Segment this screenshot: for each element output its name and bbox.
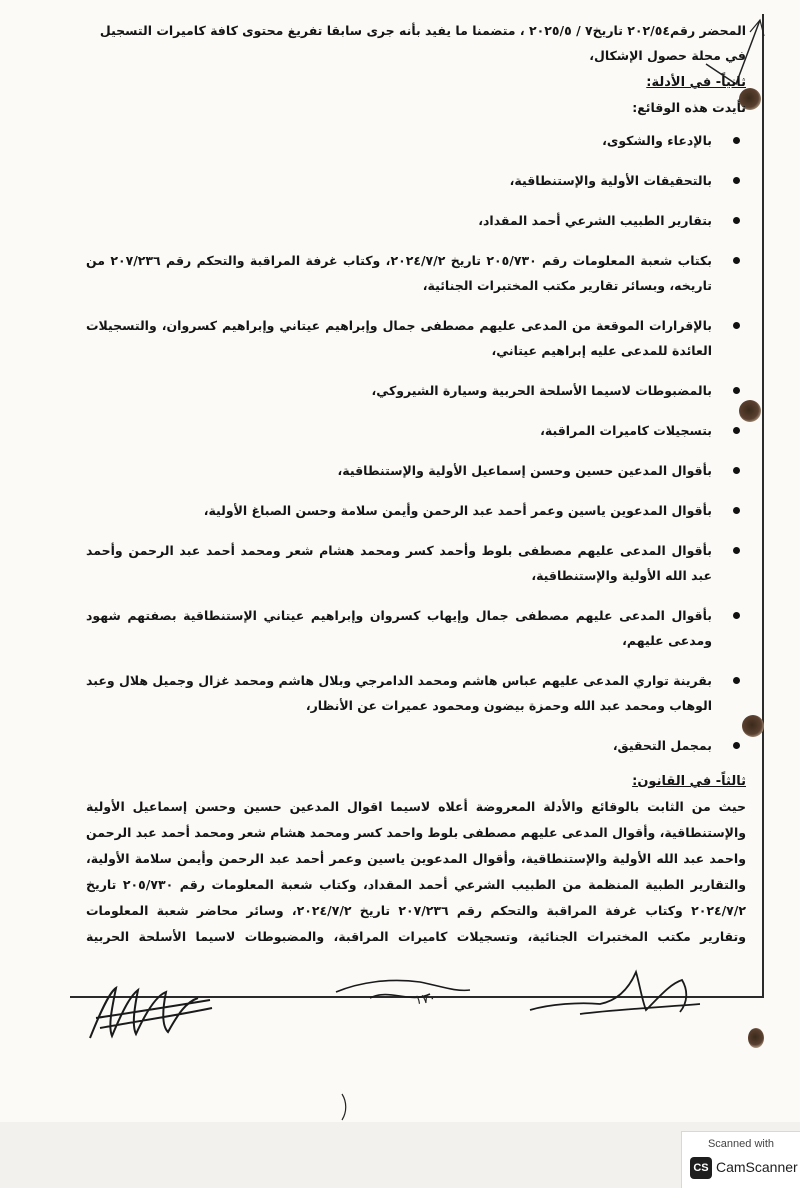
watermark-brand: CamScanner xyxy=(716,1159,798,1175)
signature-center xyxy=(330,968,480,1018)
law-paragraph: حيث من الثابت بالوقائع والأدلة المعروضة أعلاه لاسيما اقوال المدعين حسين وحسن إسماعيل الأولية والإستنطاقية، وأقوال المدعى عليهم مصطفى بلوط واحمد كسر ومحمد هشام شعر ومحمد أحمد عبد الرحمن واحمد عبد الله الأولية والإستنطاقية، وأقوال المدعوين ياسين وعمر أحمد عبد الرحمن وأيمن سلامة الأولية، والتقارير الطبية المنظمة من الطبيب الشرعي أحمد المقداد، وكتاب شعبة المعلومات رقم ٢٠٥/٧٣٠ تاريخ ٢٠٢٤/٧/٢ وكتاب غرفة المراقبة والتحكم رقم ٢٠٧/٢٣٦ تاريخ ٢٠٢٤/٧/٢، وسائر محاضر شعبة المعلومات وتقارير مكتب المختبرات الجنائية، وتسجيلات كاميرات المراقبة، والمضبوطات لاسيما الأسلحة الحربية xyxy=(86,799,746,944)
bullet-icon xyxy=(733,217,740,224)
watermark-caption: Scanned with xyxy=(707,1138,775,1150)
list-item: بالمضبوطات لاسيما الأسلحة الحربية وسيارة الشيروكي، xyxy=(86,378,746,403)
list-item: بقرينة تواري المدعى عليهم عباس هاشم ومحمد الدامرجي وبلال هاشم ومحمد غزال وجميل هلال وعبد الوهاب ومحمد عبد الله وحمزة بيضون ومحمود عميرات عن الأنظار، xyxy=(86,668,746,718)
bullet-icon xyxy=(733,677,740,684)
law-section-title: ثالثاً- في القانون: xyxy=(632,774,746,789)
list-item: بأقوال المدعى عليهم مصطفى جمال وإيهاب كسروان وإبراهيم عيتاني الإستنطاقية بصفتهم شهود ومدعى عليهم، xyxy=(86,603,746,653)
list-item: بالإدعاء والشكوى، xyxy=(86,128,746,153)
pen-stroke-mark xyxy=(338,1092,350,1122)
list-item: بالتحقيقات الأولية والإستنطاقية، xyxy=(86,168,746,193)
bullet-icon xyxy=(733,742,740,749)
list-item: بأقوال المدعى عليهم مصطفى بلوط وأحمد كسر ومحمد هشام شعر ومحمد أحمد عبد الرحمن وأحمد عبد الله الأولية والإستنطاقية، xyxy=(86,538,746,588)
bullet-icon xyxy=(733,387,740,394)
list-item: بأقوال المدعوين ياسين وعمر أحمد عبد الرحمن وأيمن سلامة وحسن الصباغ الأولية، xyxy=(86,498,746,523)
page-number: ١٧٠ xyxy=(414,990,437,1009)
bullet-icon xyxy=(733,467,740,474)
signature-left xyxy=(82,978,222,1048)
bullet-icon xyxy=(733,177,740,184)
bullet-icon xyxy=(733,507,740,514)
evidence-lead: تأيدت هذه الوقائع: xyxy=(632,100,746,115)
bullet-icon xyxy=(733,322,740,329)
bullet-icon xyxy=(733,427,740,434)
evidence-list xyxy=(86,128,746,758)
list-item: بتسجيلات كاميرات المراقبة، xyxy=(86,418,746,443)
bullet-icon xyxy=(733,612,740,619)
bullet-icon xyxy=(733,257,740,264)
intro-line-2: في محلة حصول الإشكال، xyxy=(589,48,746,63)
camscanner-logo-icon: CS xyxy=(690,1157,712,1179)
list-item: بالإقرارات الموقعة من المدعى عليهم مصطفى جمال وإبراهيم عيتاني وإبراهيم كسروان، والتسجيلات العائدة للمدعى عليه إبراهيم عيتاني، xyxy=(86,313,746,363)
list-item: بمجمل التحقيق، xyxy=(86,733,746,758)
punch-hole-bottom xyxy=(748,1028,764,1048)
list-item: بأقوال المدعين حسين وحسن إسماعيل الأولية والإستنطاقية، xyxy=(86,458,746,483)
intro-line-1: المحضر رقم٢٠٢/٥٤ تاريخ٧ / ٢٠٢٥/٥ ، متضمنا ما يفيد بأنه جرى سابقا تفريغ محتوى كافة كاميرات التسجيل xyxy=(99,23,746,38)
camscanner-watermark xyxy=(681,1131,800,1188)
bullet-icon xyxy=(733,137,740,144)
signature-right xyxy=(520,960,710,1030)
list-item: بكتاب شعبة المعلومات رقم ٢٠٥/٧٣٠ تاريخ ٢٠٢٤/٧/٢، وكتاب غرفة المراقبة والتحكم رقم ٢٠٧/٢٣٦ من تاريخه، وبسائر تقارير مكتب المختبرات الجنائية، xyxy=(86,248,746,298)
document-body xyxy=(86,18,746,950)
list-item: بتقارير الطبيب الشرعي أحمد المقداد، xyxy=(86,208,746,233)
evidence-section-title: ثانياً- في الأدلة: xyxy=(646,75,746,90)
bullet-icon xyxy=(733,547,740,554)
